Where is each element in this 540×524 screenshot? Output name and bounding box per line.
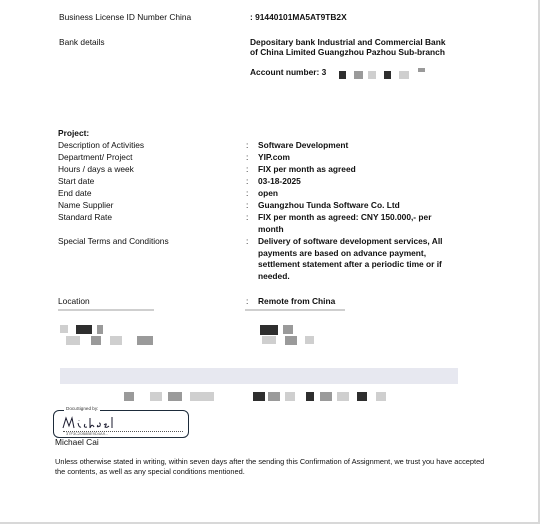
row-value: open [258, 188, 279, 198]
docusign-hash: 37F3C20B8BE9D4A9... [66, 431, 109, 436]
bank-account-label: Account number: 3 [250, 67, 327, 77]
redacted-block [168, 392, 182, 401]
row-value: FIX per month as agreed [258, 164, 356, 174]
location-colon: : [246, 296, 249, 306]
redacted-block [60, 368, 458, 384]
redacted-block [91, 336, 101, 345]
redacted-block [384, 71, 391, 79]
row-label: Name Supplier [58, 200, 114, 210]
redacted-block [245, 309, 345, 311]
row-colon: : [246, 188, 249, 198]
row-label: Hours / days a week [58, 164, 134, 174]
row-colon: : [246, 140, 249, 150]
redacted-block [60, 325, 68, 333]
redacted-block [110, 336, 122, 345]
row-label: Standard Rate [58, 212, 113, 222]
row-label: Special Terms and Conditions [58, 236, 169, 246]
redacted-block [76, 325, 92, 334]
row-value: 03-18-2025 [258, 176, 301, 186]
redacted-block [253, 392, 265, 401]
license-label: Business License ID Number China [59, 12, 192, 22]
row-value: FIX per month as agreed: CNY 150.000,- per month [258, 212, 432, 234]
row-colon: : [246, 164, 249, 174]
redacted-block [262, 336, 276, 344]
redacted-block [285, 392, 295, 401]
bank-value: Depositary bank Industrial and Commercial Bank of China Limited Guangzhou Pazhou Sub-branch [250, 37, 446, 58]
row-colon: : [246, 236, 249, 246]
row-value: YIP.com [258, 152, 290, 162]
license-value: : 91440101MA5AT9TB2X [250, 12, 347, 22]
redacted-block [306, 392, 314, 401]
redacted-block [339, 71, 346, 79]
row-colon: : [246, 212, 249, 222]
row-label: Description of Activities [58, 140, 145, 150]
redacted-block [368, 71, 376, 79]
docusign-tag: DocuSigned by: [66, 406, 99, 411]
redacted-block [399, 71, 409, 79]
redacted-block [268, 392, 280, 401]
location-value: Remote from China [258, 296, 336, 306]
redacted-block [376, 392, 386, 401]
row-colon: : [246, 200, 249, 210]
row-value: Guangzhou Tunda Software Co. Ltd [258, 200, 400, 210]
redacted-block [283, 325, 293, 334]
redacted-block [66, 336, 80, 345]
redacted-block [260, 325, 278, 335]
row-label: Start date [58, 176, 95, 186]
footer-text: Unless otherwise stated in writing, within seven days after the sending this Confirmation of Assignment, we trust you have accepted the contents, as well as any special conditions mentioned. [55, 457, 485, 476]
row-value: Delivery of software development services, All payments are based on advance payment, settlement statement after a periodic time or if needed. [258, 236, 443, 281]
redacted-block [320, 392, 332, 401]
redacted-block [124, 392, 134, 401]
redacted-block [418, 68, 425, 72]
project-heading: Project: [58, 128, 90, 138]
row-label: End date [58, 188, 92, 198]
redacted-block [190, 392, 214, 401]
redacted-block [150, 392, 162, 401]
row-label: Department/ Project [58, 152, 133, 162]
row-value: Software Development [258, 140, 349, 150]
redacted-block [337, 392, 349, 401]
redacted-block [357, 392, 367, 401]
redacted-block [97, 325, 103, 334]
redacted-block [137, 336, 153, 345]
redacted-block [58, 309, 154, 311]
row-colon: : [246, 176, 249, 186]
signer-name: Michael Cai [55, 437, 99, 447]
redacted-block [285, 336, 297, 345]
bank-label: Bank details [59, 37, 105, 47]
row-colon: : [246, 152, 249, 162]
handwritten-signature [60, 414, 120, 432]
location-label: Location [58, 296, 90, 306]
redacted-block [305, 336, 314, 344]
redacted-block [354, 71, 363, 79]
